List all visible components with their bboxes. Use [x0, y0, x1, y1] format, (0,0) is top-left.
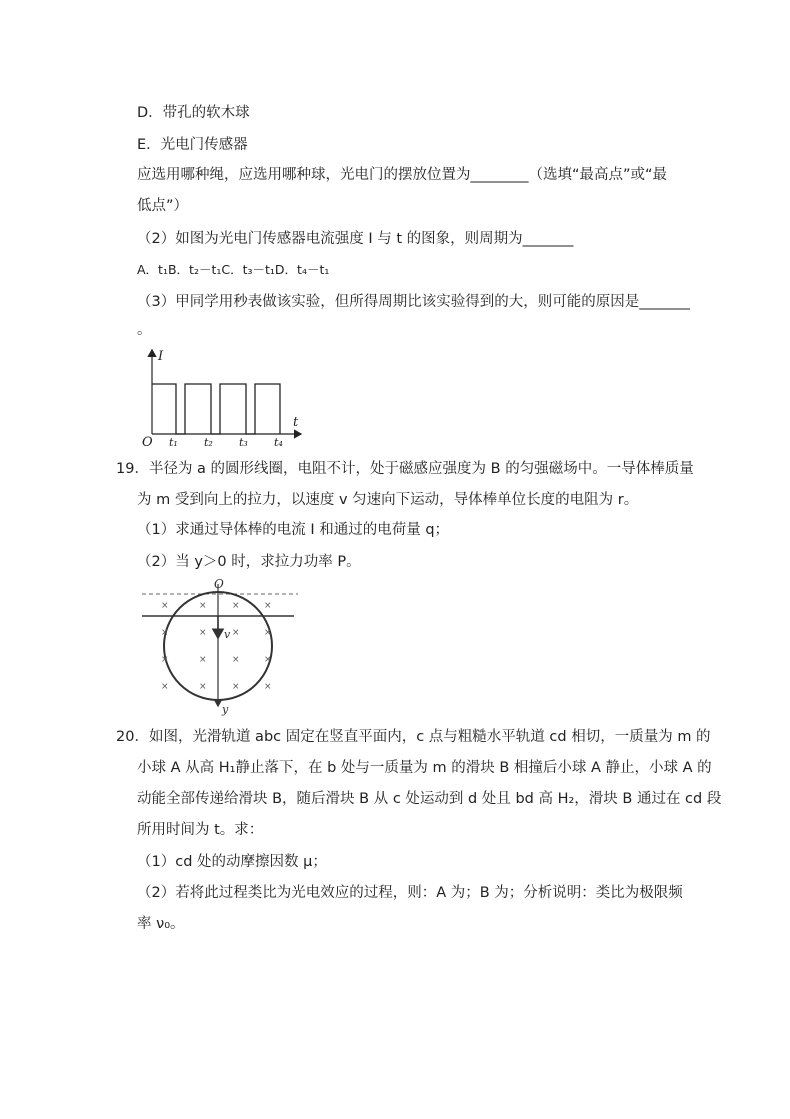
tick-t1: t₁: [169, 436, 178, 449]
field-mark: ×: [232, 628, 240, 638]
field-mark: ×: [161, 655, 169, 665]
field-mark: ×: [264, 655, 272, 665]
field-mark: ×: [199, 655, 207, 665]
field-mark: ×: [232, 655, 240, 665]
origin-label: O: [142, 435, 153, 449]
field-mark: ×: [199, 682, 207, 692]
q19-line-2: 为 m 受到向上的拉力，以速度 v 匀速向下运动，导体棒单位长度的电阻为 r。: [137, 492, 639, 508]
q18-sub2: （2）如图为光电门传感器电流强度 I 与 t 的图象，则周期为_______: [137, 231, 574, 247]
option-e: E．光电门传感器: [137, 137, 248, 153]
q18-sub3: （3）甲同学用秒表做该实验，但所得周期比该实验得到的大，则可能的原因是_______: [137, 294, 690, 310]
x-axis-label: t: [293, 415, 299, 430]
y-axis-label: y: [222, 703, 229, 716]
field-mark: ×: [161, 601, 169, 611]
q18-question-line-1: 应选用哪种绳，应选用哪种球，光电门的摆放位置为________（选填“最高点”或“最: [137, 167, 668, 183]
magnetic-field-marks: [161, 601, 272, 692]
current-pulse-waveform: [152, 384, 280, 434]
q20-line-2: 小球 A 从高 H₁静止落下，在 b 处与一质量为 m 的滑块 B 相撞后小球 A 静止，小球 A 的: [137, 760, 712, 776]
tick-t2: t₂: [204, 436, 213, 449]
q19-line-1: 19．半径为 a 的圆形线圈，电阻不计，处于磁感应强度为 B 的匀强磁场中。一导体棒质量: [116, 461, 694, 477]
field-mark: ×: [232, 682, 240, 692]
q18-sub3-end: 。: [137, 322, 152, 338]
q20-sub2: （2）若将此过程类比为光电效应的过程，则：A 为；B 为；分析说明：类比为极限频: [137, 885, 683, 901]
y-axis-label: I: [158, 349, 164, 364]
field-mark: ×: [264, 601, 272, 611]
tick-t4: t₄: [274, 436, 283, 449]
field-mark: ×: [264, 628, 272, 638]
field-mark: ×: [161, 682, 169, 692]
tick-t3: t₃: [239, 436, 248, 449]
origin-o-label: O: [214, 578, 224, 591]
circular-coil-figure: [140, 578, 300, 716]
velocity-label: v: [224, 628, 231, 641]
current-time-graph: [138, 344, 308, 449]
option-d: D．带孔的软木球: [137, 105, 250, 121]
q19-sub2: （2）当 y＞0 时，求拉力功率 P。: [137, 554, 361, 570]
field-mark: ×: [199, 628, 207, 638]
q20-line-4: 所用时间为 t。求：: [137, 822, 264, 838]
q19-sub1: （1）求通过导体棒的电流 I 和通过的电荷量 q；: [137, 522, 450, 538]
q20-sub2-end: 率 ν₀。: [137, 916, 185, 932]
field-mark: ×: [264, 682, 272, 692]
field-mark: ×: [232, 601, 240, 611]
field-mark: ×: [199, 601, 207, 611]
q20-sub1: （1）cd 处的动摩擦因数 μ；: [137, 854, 327, 870]
q18-sub2-options: A．t₁B．t₂－t₁C．t₃－t₁D．t₄－t₁: [137, 262, 330, 277]
q20-line-3: 动能全部传递给滑块 B，随后滑块 B 从 c 处运动到 d 处且 bd 高 H₂，滑块 B 通过在 cd 段: [137, 791, 722, 807]
q18-question-line-2: 低点”）: [137, 198, 189, 214]
field-mark: ×: [161, 628, 169, 638]
q20-line-1: 20．如图，光滑轨道 abc 固定在竖直平面内，c 点与粗糙水平轨道 cd 相切，一质量为 m 的: [116, 729, 711, 745]
